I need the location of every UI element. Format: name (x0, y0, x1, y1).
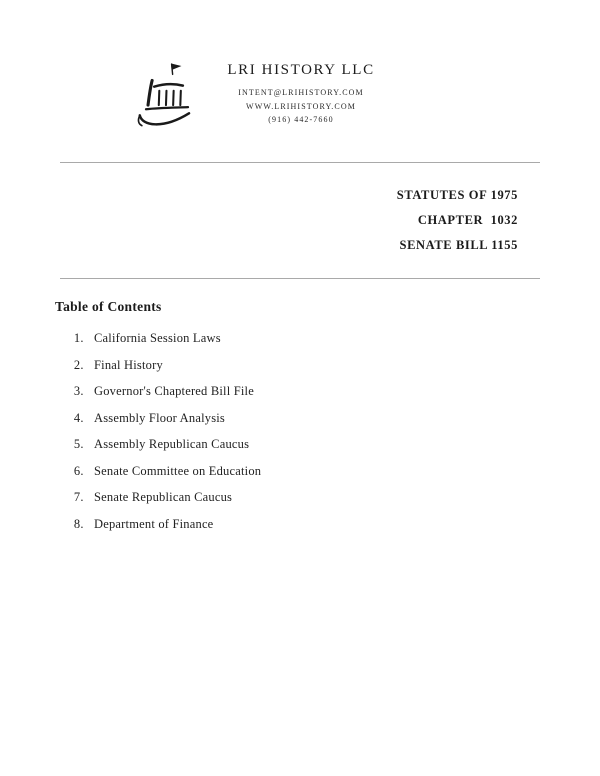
toc-item: 6. Senate Committee on Education (87, 464, 600, 479)
toc-item: 4. Assembly Floor Analysis (87, 411, 600, 426)
toc-item: 8. Department of Finance (87, 517, 600, 532)
toc-item: 3. Governor's Chaptered Bill File (87, 384, 600, 399)
divider-bottom (60, 278, 540, 279)
toc-item: 5. Assembly Republican Caucus (87, 437, 600, 452)
senate-bill-line: SENATE BILL 1155 (399, 238, 518, 252)
table-of-contents (0, 299, 600, 532)
letterhead (0, 0, 600, 142)
letterhead-text (227, 58, 374, 127)
company-phone: (916) 442-7660 (268, 115, 334, 125)
statute-reference (0, 183, 600, 258)
divider-top (60, 162, 540, 163)
company-email: INTENT@LRIHISTORY.COM (238, 88, 364, 97)
company-website: WWW.LRIHISTORY.COM (246, 101, 356, 111)
toc-item: 7. Senate Republican Caucus (87, 490, 600, 505)
toc-item: 2. Final History (87, 358, 600, 373)
letterhead-inner (130, 58, 374, 142)
company-name: LRI HISTORY LLC (227, 62, 375, 78)
chapter-line: CHAPTER 1032 (417, 213, 518, 227)
capitol-sketch-logo-icon (130, 60, 205, 142)
statutes-line: STATUTES OF 1975 (396, 188, 518, 202)
toc-list (55, 331, 600, 532)
toc-item: 1. California Session Laws (87, 331, 600, 346)
toc-title: Table of Contents (55, 299, 162, 314)
